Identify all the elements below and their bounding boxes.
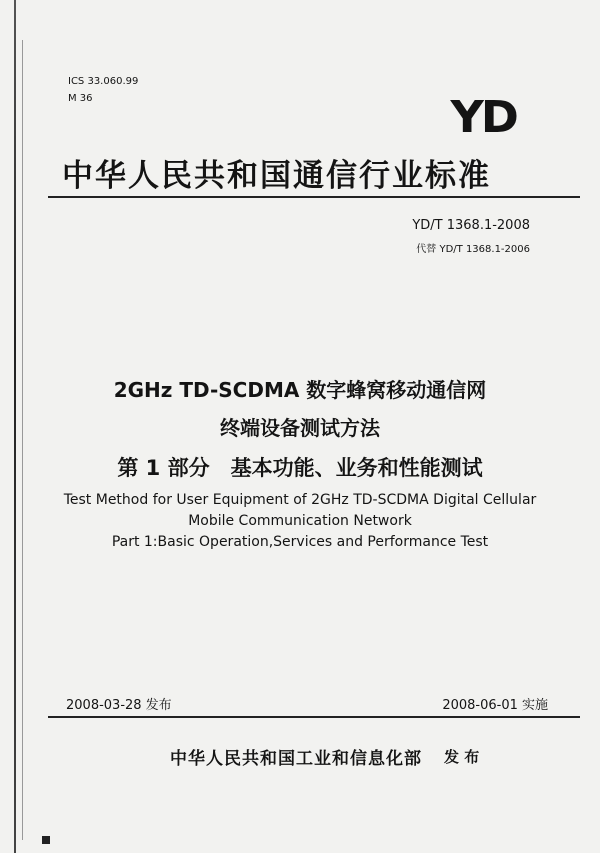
effective-date: 2008-06-01 实施 <box>442 698 548 713</box>
issuer: 中华人民共和国工业和信息化部 <box>170 749 422 769</box>
issue-date: 2008-03-28 发布 <box>66 698 172 713</box>
cn-title-line1: 2GHz TD-SCDMA 数字蜂窝移动通信网 <box>113 378 487 402</box>
cn-title-line3: 第 1 部分 基本功能、业务和性能测试 <box>117 456 483 480</box>
replaces-note: 代替 YD/T 1368.1-2006 <box>416 244 530 255</box>
en-title-line2: Mobile Communication Network <box>188 513 412 529</box>
ics-code: ICS 33.060.99 <box>68 76 139 87</box>
yd-logo: YD <box>450 91 516 143</box>
standard-title: 中华人民共和国通信行业标准 <box>62 158 491 194</box>
header-divider <box>48 196 580 198</box>
standard-number: YD/T 1368.1-2008 <box>412 218 530 233</box>
scan-mark <box>42 836 50 844</box>
cn-title-line2: 终端设备测试方法 <box>220 416 380 440</box>
en-title-line1: Test Method for User Equipment of 2GHz TD-SCDMA Digital Cellular <box>63 492 537 508</box>
en-title-line3: Part 1:Basic Operation,Services and Performance Test <box>111 534 489 550</box>
footer-divider <box>48 716 580 718</box>
classification-code: M 36 <box>68 93 93 104</box>
issue-verb: 发 布 <box>444 748 480 766</box>
